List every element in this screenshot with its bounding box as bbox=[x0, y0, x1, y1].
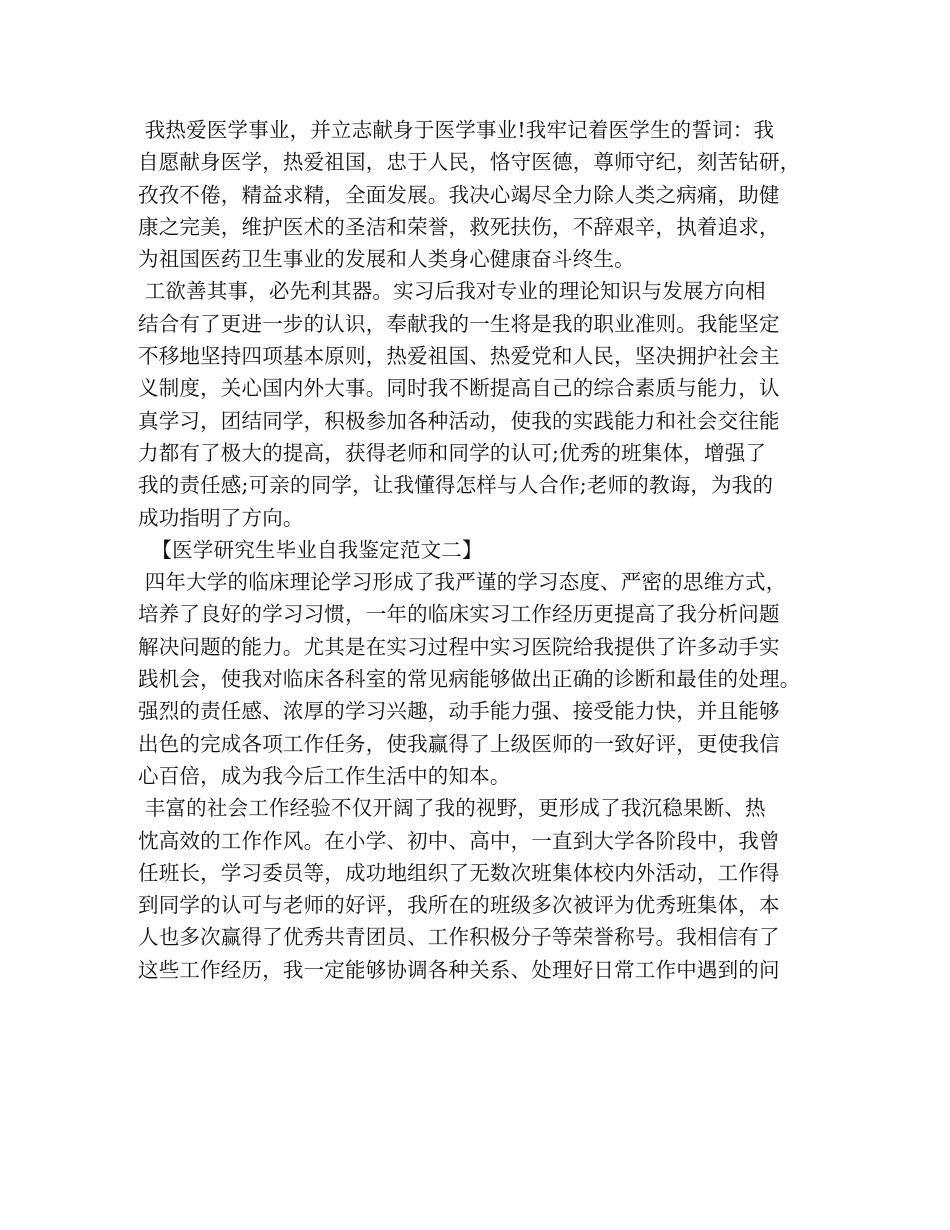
text-line: 工欲善其事，必先利其器。实习后我对专业的理论知识与发展方向相 bbox=[138, 279, 766, 304]
text-line: 强烈的责任感、浓厚的学习兴趣，动手能力强、接受能力快，并且能够 bbox=[138, 699, 780, 724]
text-line: 忱高效的工作作风。在小学、初中、高中，一直到大学各阶段中，我曾 bbox=[138, 828, 780, 853]
text-line: 心百倍，成为我今后工作生活中的知本。 bbox=[138, 763, 511, 788]
text-line: 孜孜不倦，精益求精，全面发展。我决心竭尽全力除人类之病痛，助健 bbox=[138, 182, 780, 207]
text-line: 力都有了极大的提高，获得老师和同学的认可;优秀的班集体，增强了 bbox=[138, 440, 767, 465]
text-line: 我的责任感;可亲的同学，让我懂得怎样与人合作;老师的教诲，为我的 bbox=[138, 473, 774, 498]
text-line: 践机会，使我对临床各科室的常见病能够做出正确的诊断和最佳的处理。 bbox=[138, 667, 801, 692]
text-line: 丰富的社会工作经验不仅开阔了我的视野，更形成了我沉稳果断、热 bbox=[138, 796, 766, 821]
text-line: 培养了良好的学习习惯，一年的临床实习工作经历更提高了我分析问题 bbox=[138, 602, 780, 627]
text-line: 结合有了更进一步的认识，奉献我的一生将是我的职业准则。我能坚定 bbox=[138, 311, 780, 336]
text-line: 康之完美，维护医术的圣洁和荣誉，救死扶伤，不辞艰辛，执着追求， bbox=[138, 214, 780, 239]
text-line: 出色的完成各项工作任务，使我赢得了上级医师的一致好评，更使我信 bbox=[138, 731, 780, 756]
text-line: 我热爱医学事业，并立志献身于医学事业!我牢记着医学生的誓词：我 bbox=[138, 118, 775, 142]
text-line: 真学习，团结同学，积极参加各种活动，使我的实践能力和社会交往能 bbox=[138, 408, 780, 433]
text-line: 成功指明了方向。 bbox=[138, 505, 304, 530]
text-line: 为祖国医药卫生事业的发展和人类身心健康奋斗终生。 bbox=[138, 247, 635, 272]
text-line: 到同学的认可与老师的好评，我所在的班级多次被评为优秀班集体，本 bbox=[138, 893, 780, 918]
text-line: 自愿献身医学，热爱祖国，忠于人民，恪守医德，尊师守纪，刻苦钻研， bbox=[138, 150, 801, 175]
document-body bbox=[138, 114, 814, 986]
text-line: 任班长，学习委员等，成功地组织了无数次班集体校内外活动，工作得 bbox=[138, 860, 780, 885]
text-line: 人也多次赢得了优秀共青团员、工作积极分子等荣誉称号。我相信有了 bbox=[138, 925, 780, 950]
text-line: 解决问题的能力。尤其是在实习过程中实习医院给我提供了许多动手实 bbox=[138, 634, 780, 659]
text-line: 义制度，关心国内外大事。同时我不断提高自己的综合素质与能力，认 bbox=[138, 376, 780, 401]
text-line: 这些工作经历，我一定能够协调各种关系、处理好日常工作中遇到的问 bbox=[138, 957, 780, 982]
text-line: 不移地坚持四项基本原则，热爱祖国、热爱党和人民，坚决拥护社会主 bbox=[138, 344, 780, 369]
section-heading: 【医学研究生毕业自我鉴定范文二】 bbox=[138, 537, 483, 562]
text-line: 四年大学的临床理论学习形成了我严谨的学习态度、严密的思维方式， bbox=[138, 570, 787, 595]
